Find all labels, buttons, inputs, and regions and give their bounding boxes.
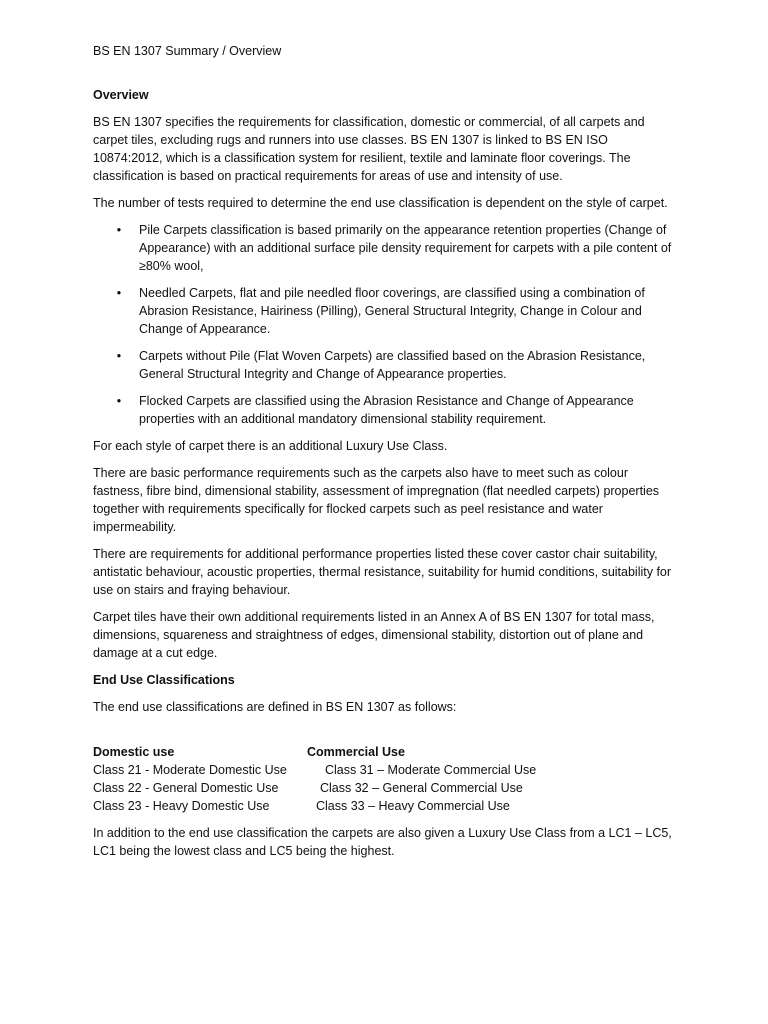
classification-row [93,761,674,779]
list-item-text: Pile Carpets classification is based primarily on the appearance retention properties (Change of Appearance) with an additional surface pile density requirement for carpets with a pile content of ≥80% wool, [139,223,672,273]
list-item [93,392,674,428]
intro-paragraph: BS EN 1307 specifies the requirements for classification, domestic or commercial, of all carpets and carpet tiles, excluding rugs and runners into use classes. BS EN 1307 is linked to BS EN ISO 10874:2012, which is a classification system for resilient, textile and laminate floor coverings. The classification is based on practical requirements for areas of use and intensity of use. [93,115,645,183]
commercial-column-header: Commercial Use [307,745,405,759]
classification-table [93,743,674,815]
list-item-text: Flocked Carpets are classified using the Abrasion Resistance and Change of Appearance properties with an additional mandatory dimensional stability requirement. [139,394,634,426]
domestic-class-cell: Class 23 - Heavy Domestic Use [93,799,270,813]
commercial-class-cell: Class 33 – Heavy Commercial Use [316,799,510,813]
list-item [93,221,674,275]
list-item [93,347,674,383]
domestic-class-cell: Class 22 - General Domestic Use [93,781,279,795]
classification-row [93,779,674,797]
closing-paragraph: In addition to the end use classification the carpets are also given a Luxury Use Class from a LC1 – LC5, LC1 being the lowest class and LC5 being the highest. [93,826,672,858]
commercial-class-cell: Class 32 – General Commercial Use [320,781,523,795]
list-item-text: Carpets without Pile (Flat Woven Carpets) are classified based on the Abrasion Resistance, General Structural Integrity and Change of Appearance properties. [139,349,646,381]
list-item [93,284,674,338]
spacer [93,725,674,743]
carpet-style-list [93,221,674,428]
bullet-icon: • [116,349,122,363]
bullet-icon: • [116,394,122,408]
body-paragraph: There are requirements for additional performance properties listed these cover castor chair suitability, antistatic behaviour, acoustic properties, thermal resistance, suitability for humid conditions, suitability for use on stairs and fraying behaviour. [93,547,672,597]
domestic-class-cell: Class 21 - Moderate Domestic Use [93,763,287,777]
end-use-heading: End Use Classifications [93,673,235,687]
body-paragraph: For each style of carpet there is an additional Luxury Use Class. [93,439,448,453]
domestic-column-header: Domestic use [93,745,175,759]
list-item-text: Needled Carpets, flat and pile needled floor coverings, are classified using a combination of Abrasion Resistance, Hairiness (Pilling), General Structural Integrity, Change in Colour and Change of Appearance. [139,286,645,336]
body-paragraph: There are basic performance requirements such as the carpets also have to meet such as colour fastness, fibre bind, dimensional stability, assessment of impregnation (flat needled carpets) properties together with requirements specifically for flocked carpets such as peel resistance and water impermeability. [93,466,660,534]
commercial-class-cell: Class 31 – Moderate Commercial Use [325,763,537,777]
bullet-icon: • [116,286,122,300]
overview-heading: Overview [93,88,149,102]
classification-row [93,797,674,815]
bullet-icon: • [116,223,122,237]
classification-header-row [93,743,674,761]
body-paragraph: Carpet tiles have their own additional requirements listed in an Annex A of BS EN 1307 for total mass, dimensions, squareness and straightness of edges, dimensional stability, distortion out of plane and damage at a cut edge. [93,610,655,660]
intro-paragraph: The number of tests required to determine the end use classification is dependent on the style of carpet. [93,196,668,210]
end-use-intro: The end use classifications are defined in BS EN 1307 as follows: [93,700,457,714]
document-title: BS EN 1307 Summary / Overview [93,44,282,58]
